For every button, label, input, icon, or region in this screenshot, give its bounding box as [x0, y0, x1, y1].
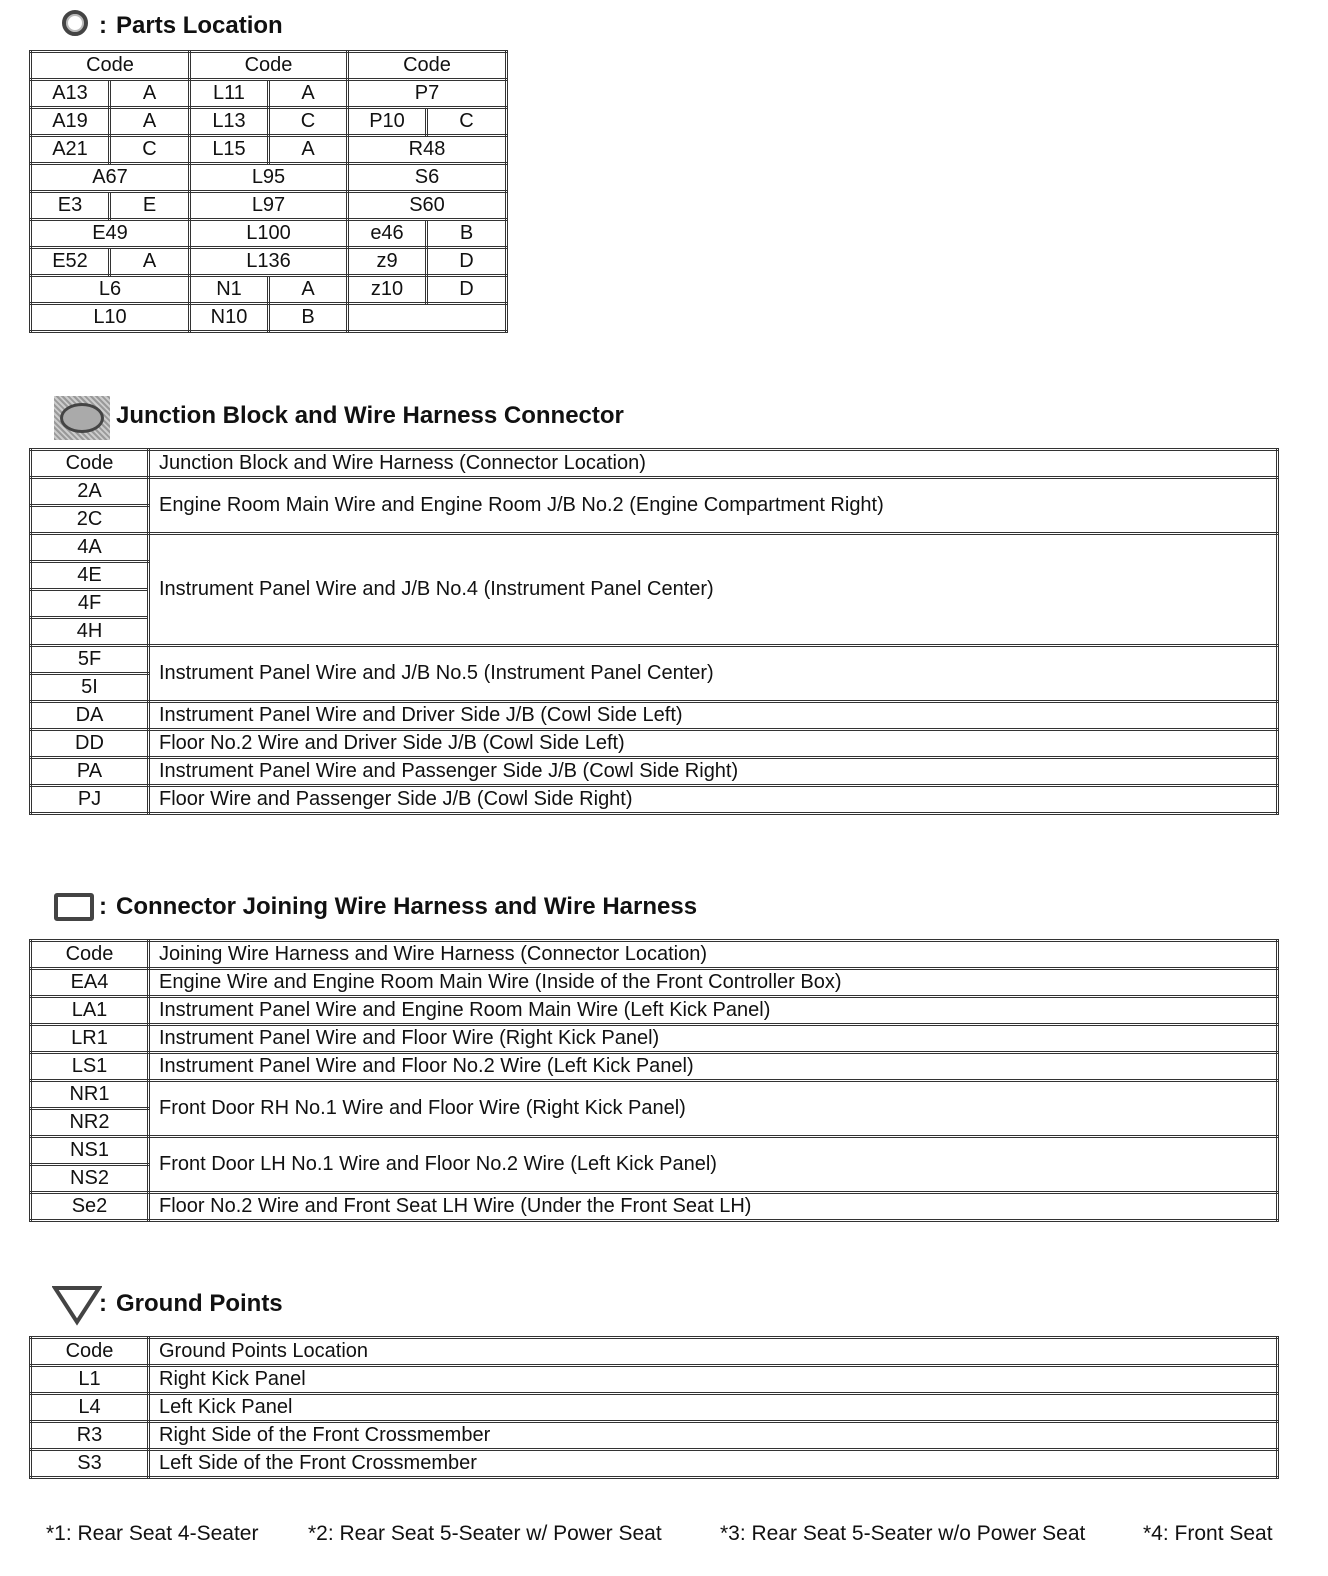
part-code: L136: [190, 248, 348, 276]
table-header-row: [31, 52, 507, 80]
table-row: [31, 220, 507, 248]
table-header-row: [31, 450, 1278, 478]
connector-code: LS1: [31, 1053, 149, 1081]
table-header-row: [31, 941, 1278, 969]
part-code: E49: [31, 220, 190, 248]
code-column-header: Code: [31, 941, 149, 969]
connector-code: EA4: [31, 969, 149, 997]
part-location-letter: C: [269, 108, 348, 136]
location-description: Front Door LH No.1 Wire and Floor No.2 Wire (Left Kick Panel): [149, 1137, 1278, 1193]
connector-code: NR1: [31, 1081, 149, 1109]
part-code: L97: [190, 192, 348, 220]
table-row: [31, 758, 1278, 786]
connector-code: NS1: [31, 1137, 149, 1165]
part-location-letter: A: [110, 248, 190, 276]
part-code: S60: [348, 192, 507, 220]
part-location-letter: D: [427, 248, 507, 276]
description-column-header: Ground Points Location: [149, 1338, 1278, 1366]
part-location-letter: A: [269, 80, 348, 108]
parts-location-heading: [30, 6, 283, 46]
table-row: [31, 478, 1278, 506]
table-row: [31, 248, 507, 276]
part-location-letter: A: [269, 136, 348, 164]
table-row: [31, 1193, 1278, 1221]
location-description: Floor Wire and Passenger Side J/B (Cowl Side Right): [149, 786, 1278, 814]
location-description: Engine Wire and Engine Room Main Wire (Inside of the Front Controller Box): [149, 969, 1278, 997]
table-row: [31, 1053, 1278, 1081]
connector-code: S3: [31, 1450, 149, 1478]
part-code: [348, 304, 507, 332]
part-code: L11: [190, 80, 269, 108]
location-description: Instrument Panel Wire and Floor No.2 Wire (Left Kick Panel): [149, 1053, 1278, 1081]
footnote-2: *2: Rear Seat 5-Seater w/ Power Seat: [308, 1522, 662, 1545]
joining-connector-table: [29, 939, 1279, 1222]
ground-triangle-icon: [30, 1284, 90, 1324]
connector-code: LR1: [31, 1025, 149, 1053]
part-location-letter: B: [269, 304, 348, 332]
joining-connector-heading: [30, 887, 697, 927]
table-header-row: [31, 1338, 1278, 1366]
connector-code: DA: [31, 702, 149, 730]
connector-code: NS2: [31, 1165, 149, 1193]
column-header: Code: [31, 52, 190, 80]
table-row: [31, 1422, 1278, 1450]
table-row: [31, 534, 1278, 562]
location-description: Front Door RH No.1 Wire and Floor Wire (Right Kick Panel): [149, 1081, 1278, 1137]
joining-connector-rectangle-icon: [30, 887, 90, 927]
code-column-header: Code: [31, 1338, 149, 1366]
part-code: N10: [190, 304, 269, 332]
part-code: z9: [348, 248, 427, 276]
table-row: [31, 136, 507, 164]
ground-points-table: [29, 1336, 1279, 1479]
connector-code: L1: [31, 1366, 149, 1394]
description-column-header: Junction Block and Wire Harness (Connector Location): [149, 450, 1278, 478]
joining-connector-title: Connector Joining Wire Harness and Wire Harness: [116, 893, 698, 920]
location-description: Instrument Panel Wire and Passenger Side J/B (Cowl Side Right): [149, 758, 1278, 786]
location-description: Instrument Panel Wire and Engine Room Main Wire (Left Kick Panel): [149, 997, 1278, 1025]
part-code: A67: [31, 164, 190, 192]
location-description: Instrument Panel Wire and J/B No.5 (Instrument Panel Center): [149, 646, 1278, 702]
connector-code: NR2: [31, 1109, 149, 1137]
table-row: [31, 108, 507, 136]
part-location-letter: D: [427, 276, 507, 304]
junction-block-table: [29, 448, 1279, 815]
part-location-letter: B: [427, 220, 507, 248]
part-code: R48: [348, 136, 507, 164]
connector-code: LA1: [31, 997, 149, 1025]
location-description: Right Side of the Front Crossmember: [149, 1422, 1278, 1450]
location-description: Left Side of the Front Crossmember: [149, 1450, 1278, 1478]
part-location-letter: A: [269, 276, 348, 304]
table-row: [31, 164, 507, 192]
connector-code: PA: [31, 758, 149, 786]
parts-location-title: Parts Location: [116, 12, 283, 39]
heading-colon: :: [99, 12, 107, 39]
connector-code: 2C: [31, 506, 149, 534]
connector-code: 5F: [31, 646, 149, 674]
table-row: [31, 1025, 1278, 1053]
part-code: N1: [190, 276, 269, 304]
part-code: S6: [348, 164, 507, 192]
part-code: A21: [31, 136, 110, 164]
column-header: Code: [348, 52, 507, 80]
connector-code: L4: [31, 1394, 149, 1422]
table-row: [31, 1366, 1278, 1394]
heading-colon: :: [99, 1290, 107, 1317]
connector-code: 5I: [31, 674, 149, 702]
part-code: e46: [348, 220, 427, 248]
ground-points-heading: [30, 1284, 283, 1324]
location-description: Left Kick Panel: [149, 1394, 1278, 1422]
connector-code: R3: [31, 1422, 149, 1450]
location-description: Right Kick Panel: [149, 1366, 1278, 1394]
table-row: [31, 969, 1278, 997]
description-column-header: Joining Wire Harness and Wire Harness (Connector Location): [149, 941, 1278, 969]
table-row: [31, 1137, 1278, 1165]
footnotes: [0, 1522, 1328, 1552]
connector-code: 2A: [31, 478, 149, 506]
part-code: P10: [348, 108, 427, 136]
part-location-letter: C: [427, 108, 507, 136]
table-row: [31, 997, 1278, 1025]
junction-block-heading: [30, 396, 624, 436]
part-location-letter: A: [110, 80, 190, 108]
footnote-4: *4: Front Seat: [1143, 1522, 1273, 1545]
connector-code: 4H: [31, 618, 149, 646]
table-row: [31, 1450, 1278, 1478]
connector-code: 4A: [31, 534, 149, 562]
part-code: A13: [31, 80, 110, 108]
part-code: P7: [348, 80, 507, 108]
part-code: L13: [190, 108, 269, 136]
part-code: E52: [31, 248, 110, 276]
part-code: L10: [31, 304, 190, 332]
table-row: [31, 192, 507, 220]
part-location-letter: C: [110, 136, 190, 164]
part-code: L100: [190, 220, 348, 248]
connector-code: DD: [31, 730, 149, 758]
table-row: [31, 1081, 1278, 1109]
table-row: [31, 304, 507, 332]
location-description: Instrument Panel Wire and Driver Side J/B (Cowl Side Left): [149, 702, 1278, 730]
connector-code: 4F: [31, 590, 149, 618]
table-row: [31, 1394, 1278, 1422]
table-row: [31, 786, 1278, 814]
part-code: L95: [190, 164, 348, 192]
part-location-letter: A: [110, 108, 190, 136]
location-description: Engine Room Main Wire and Engine Room J/B No.2 (Engine Compartment Right): [149, 478, 1278, 534]
table-row: [31, 730, 1278, 758]
column-header: Code: [190, 52, 348, 80]
connector-code: 4E: [31, 562, 149, 590]
part-location-letter: E: [110, 192, 190, 220]
table-row: [31, 702, 1278, 730]
part-code: L15: [190, 136, 269, 164]
part-code: E3: [31, 192, 110, 220]
part-code: A19: [31, 108, 110, 136]
footnote-1: *1: Rear Seat 4-Seater: [46, 1522, 259, 1545]
code-column-header: Code: [31, 450, 149, 478]
heading-colon: :: [99, 893, 107, 920]
parts-location-table: [29, 50, 508, 333]
location-description: Floor No.2 Wire and Front Seat LH Wire (Under the Front Seat LH): [149, 1193, 1278, 1221]
junction-block-shaded-oval-icon: [30, 396, 90, 436]
connector-code: Se2: [31, 1193, 149, 1221]
part-code: L6: [31, 276, 190, 304]
parts-location-circle-icon: [30, 6, 90, 46]
junction-block-title: Junction Block and Wire Harness Connector: [116, 402, 624, 429]
table-row: [31, 646, 1278, 674]
table-row: [31, 80, 507, 108]
location-description: Floor No.2 Wire and Driver Side J/B (Cowl Side Left): [149, 730, 1278, 758]
location-description: Instrument Panel Wire and J/B No.4 (Instrument Panel Center): [149, 534, 1278, 646]
part-code: z10: [348, 276, 427, 304]
table-row: [31, 276, 507, 304]
ground-points-title: Ground Points: [116, 1290, 283, 1317]
footnote-3: *3: Rear Seat 5-Seater w/o Power Seat: [720, 1522, 1086, 1545]
connector-code: PJ: [31, 786, 149, 814]
location-description: Instrument Panel Wire and Floor Wire (Right Kick Panel): [149, 1025, 1278, 1053]
